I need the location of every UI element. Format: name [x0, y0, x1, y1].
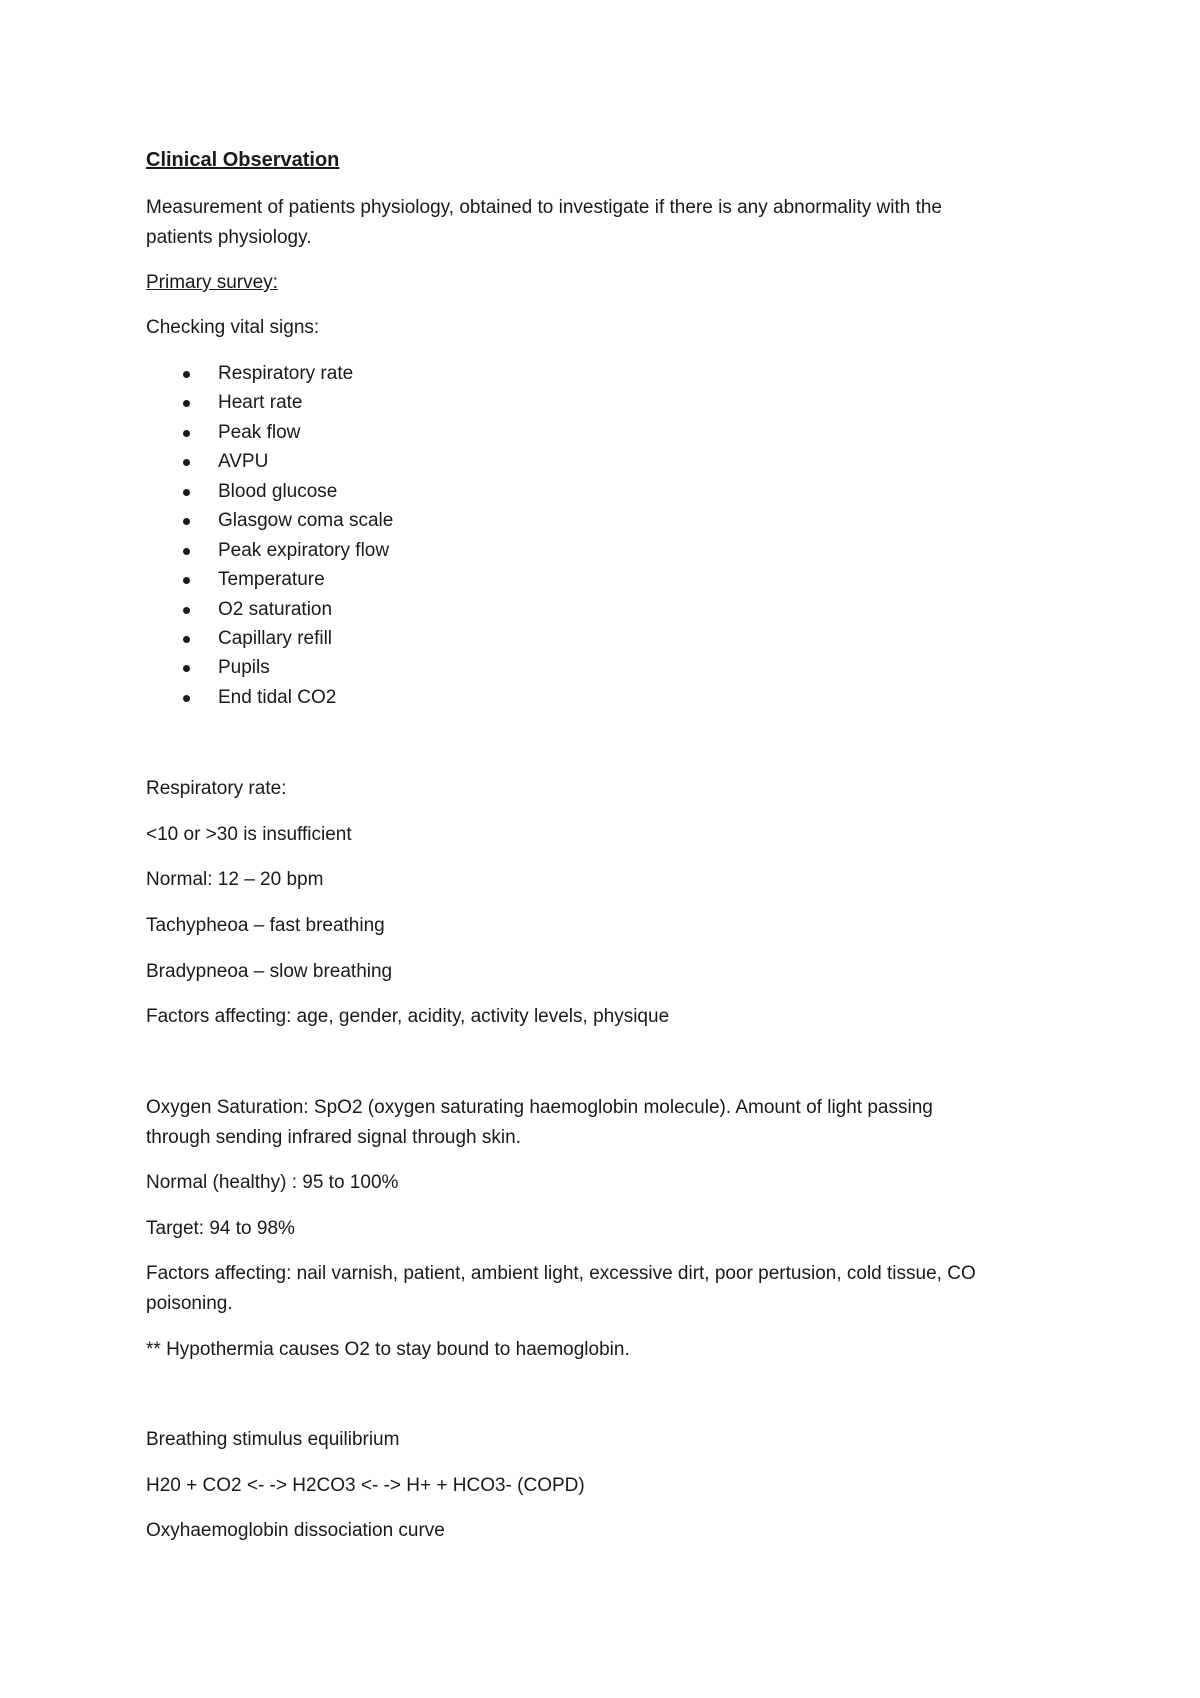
intro-line-1: Measurement of patients physiology, obtained to investigate if there is any abnormality with the [146, 197, 942, 218]
rr-factors: Factors affecting: age, gender, acidity, activity levels, physique [146, 1006, 670, 1027]
os-factors-line-2: poisoning. [146, 1293, 233, 1314]
list-item: Heart rate [146, 391, 393, 420]
bullet-icon [183, 430, 190, 437]
bullet-icon [183, 371, 190, 378]
respiratory-rate-heading: Respiratory rate: [146, 778, 287, 799]
rr-tachypnoea: Tachypheoa – fast breathing [146, 915, 385, 936]
bullet-icon [183, 665, 190, 672]
bullet-icon [183, 548, 190, 555]
list-item: Peak expiratory flow [146, 539, 393, 568]
list-item: End tidal CO2 [146, 686, 393, 715]
rr-normal: Normal: 12 – 20 bpm [146, 869, 324, 890]
page-title: Clinical Observation [146, 149, 340, 171]
bullet-icon [183, 577, 190, 584]
hypothermia-note: ** Hypothermia causes O2 to stay bound to haemoglobin. [146, 1339, 630, 1360]
oxygen-saturation-line-2: through sending infrared signal through skin. [146, 1127, 521, 1148]
dissociation-curve-heading: Oxyhaemoglobin dissociation curve [146, 1520, 445, 1541]
bullet-icon [183, 400, 190, 407]
list-item: AVPU [146, 450, 393, 479]
list-item: Glasgow coma scale [146, 509, 393, 538]
oxygen-saturation-line-1: Oxygen Saturation: SpO2 (oxygen saturating haemoglobin molecule). Amount of light passing [146, 1097, 933, 1118]
bullet-icon [183, 695, 190, 702]
os-normal: Normal (healthy) : 95 to 100% [146, 1172, 399, 1193]
primary-survey-heading: Primary survey: [146, 272, 278, 293]
list-item: Temperature [146, 568, 393, 597]
os-target: Target: 94 to 98% [146, 1218, 295, 1239]
list-item: Peak flow [146, 421, 393, 450]
vital-signs-list [146, 362, 393, 715]
bullet-icon [183, 636, 190, 643]
list-item: Blood glucose [146, 480, 393, 509]
rr-insufficient: <10 or >30 is insufficient [146, 824, 352, 845]
bullet-icon [183, 518, 190, 525]
list-item: Capillary refill [146, 627, 393, 656]
list-item: O2 saturation [146, 598, 393, 627]
equilibrium-equation: H20 + CO2 <- -> H2CO3 <- -> H+ + HCO3- (COPD) [146, 1475, 585, 1496]
intro-line-2: patients physiology. [146, 227, 312, 248]
os-factors-line-1: Factors affecting: nail varnish, patient, ambient light, excessive dirt, poor pertusion, cold tissue, CO [146, 1263, 976, 1284]
breathing-stimulus-heading: Breathing stimulus equilibrium [146, 1429, 400, 1450]
bullet-icon [183, 489, 190, 496]
bullet-icon [183, 459, 190, 466]
list-item: Respiratory rate [146, 362, 393, 391]
rr-bradypnoea: Bradypneoa – slow breathing [146, 961, 393, 982]
bullet-icon [183, 607, 190, 614]
checking-vital-signs: Checking vital signs: [146, 317, 320, 338]
list-item: Pupils [146, 656, 393, 685]
